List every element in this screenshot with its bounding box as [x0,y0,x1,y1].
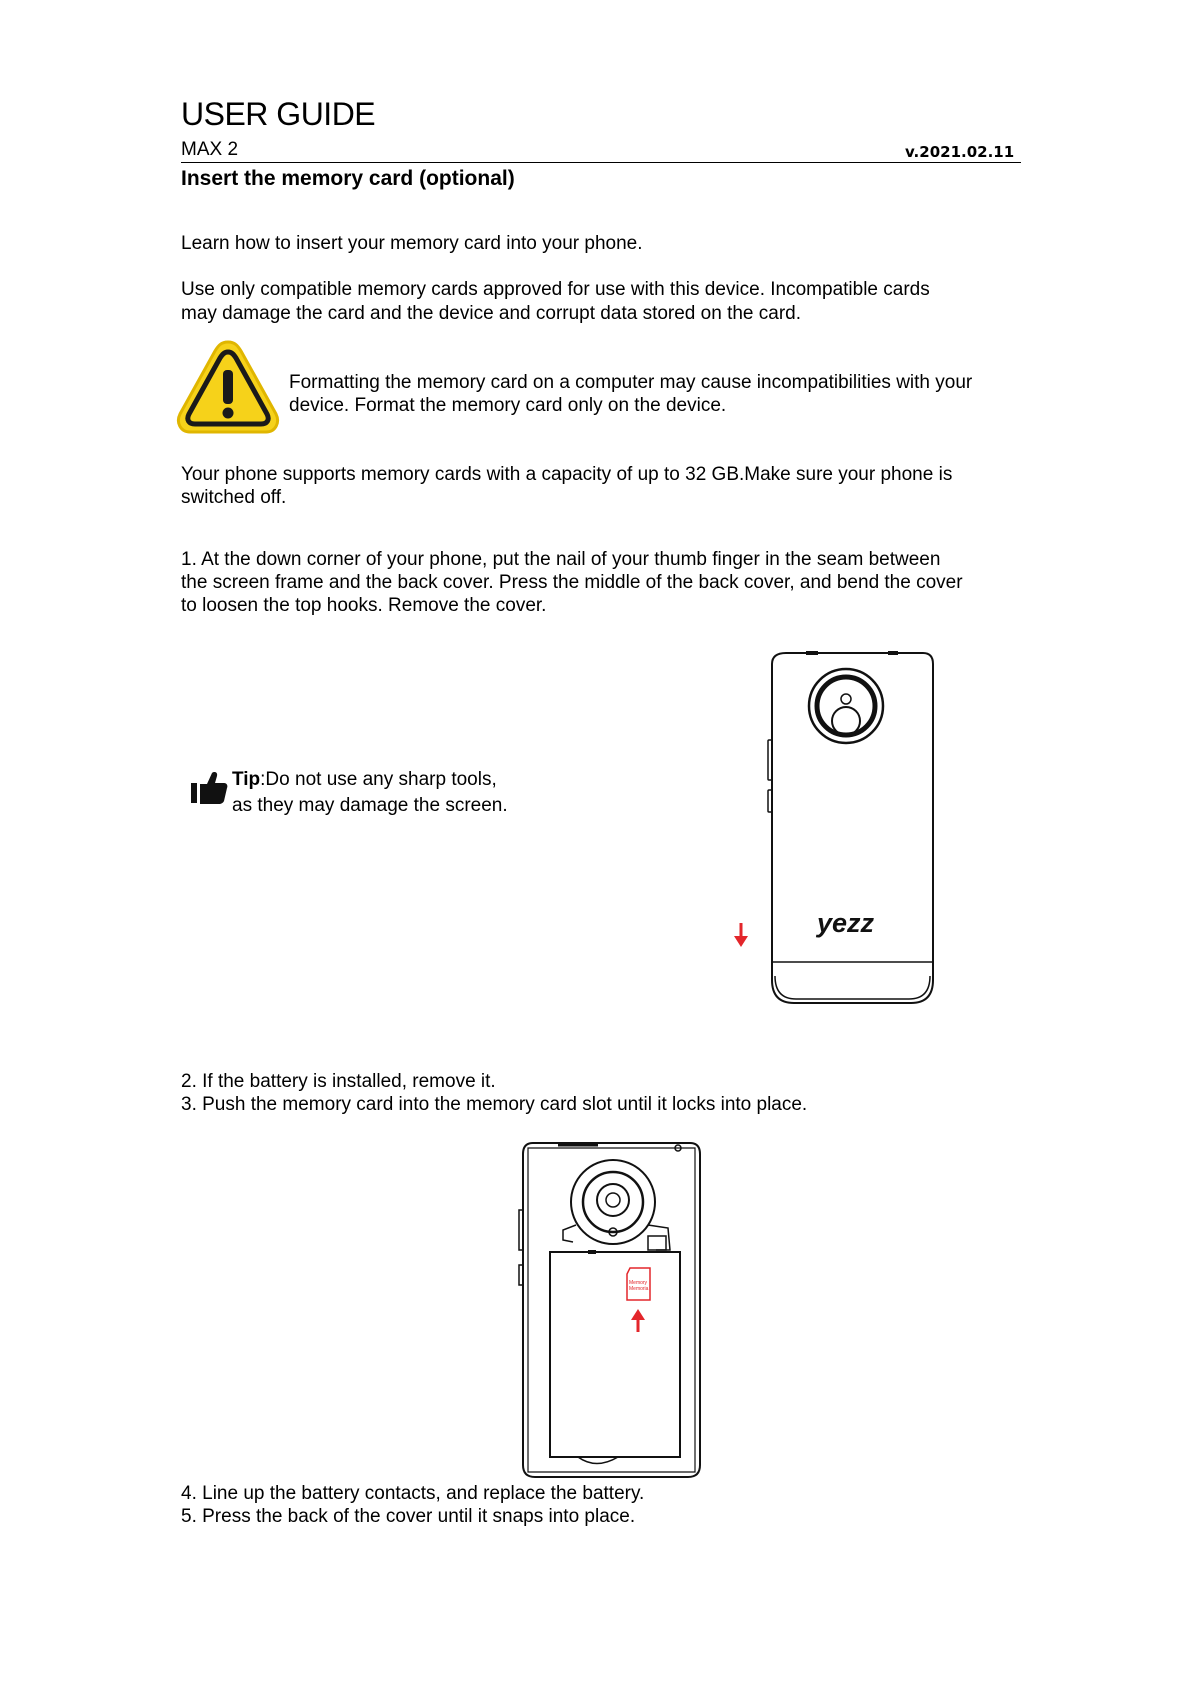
warning-line2: device. Format the memory card only on the device. [289,395,727,416]
tip-text [232,767,508,819]
red-up-arrow-icon [631,1309,645,1332]
brand-logo: yezz [817,908,875,938]
intro-compat-line1: Use only compatible memory cards approved for use with this device. Incompatible cards [181,279,930,300]
version-label: v.2021.02.11 [905,143,1015,161]
step-1-line3: to loosen the top hooks. Remove the cover. [181,595,547,616]
warning-line1: Formatting the memory card on a computer may cause incompatibilities with your [289,372,973,393]
step-3-text: 3. Push the memory card into the memory card slot until it locks into place. [181,1094,808,1115]
phone-back-illustration [728,650,938,1010]
guide-title: USER GUIDE [181,96,376,132]
step-1-line1: 1. At the down corner of your phone, put the nail of your thumb finger in the seam between [181,549,941,570]
phone-open-illustration [518,1140,708,1480]
memory-card-icon [627,1268,650,1300]
capacity-line2: switched off. [181,487,287,508]
tip-line1: :Do not use any sharp tools, [260,769,497,790]
header-divider [181,162,1021,163]
warning-triangle-icon [175,338,281,436]
step-1-text [181,548,1021,617]
step-1-line2: the screen frame and the back cover. Press the middle of the back cover, and bend the cover [181,572,963,593]
tip-line2: as they may damage the screen. [232,795,508,816]
red-down-arrow-icon [734,923,748,947]
capacity-line1: Your phone supports memory cards with a capacity of up to 32 GB.Make sure your phone is [181,464,953,485]
step-4-text: 4. Line up the battery contacts, and replace the battery. [181,1483,645,1504]
capacity-text [181,463,1021,509]
intro-compat-line2: may damage the card and the device and corrupt data stored on the card. [181,303,801,324]
section-title: Insert the memory card (optional) [181,167,515,190]
intro-compat [181,278,1021,326]
battery-compartment [550,1252,680,1457]
tip-label: Tip [232,769,261,790]
phone-body [772,653,933,1003]
step-5-text: 5. Press the back of the cover until it snaps into place. [181,1506,636,1527]
intro-learn: Learn how to insert your memory card into your phone. [181,233,643,254]
thumbs-up-icon [190,771,228,805]
step-2-text: 2. If the battery is installed, remove it. [181,1071,496,1092]
model-name: MAX 2 [181,139,239,160]
warning-text [289,371,1029,417]
card-label-1: Memory [629,1280,648,1286]
card-label-2: Memoria [629,1286,649,1292]
